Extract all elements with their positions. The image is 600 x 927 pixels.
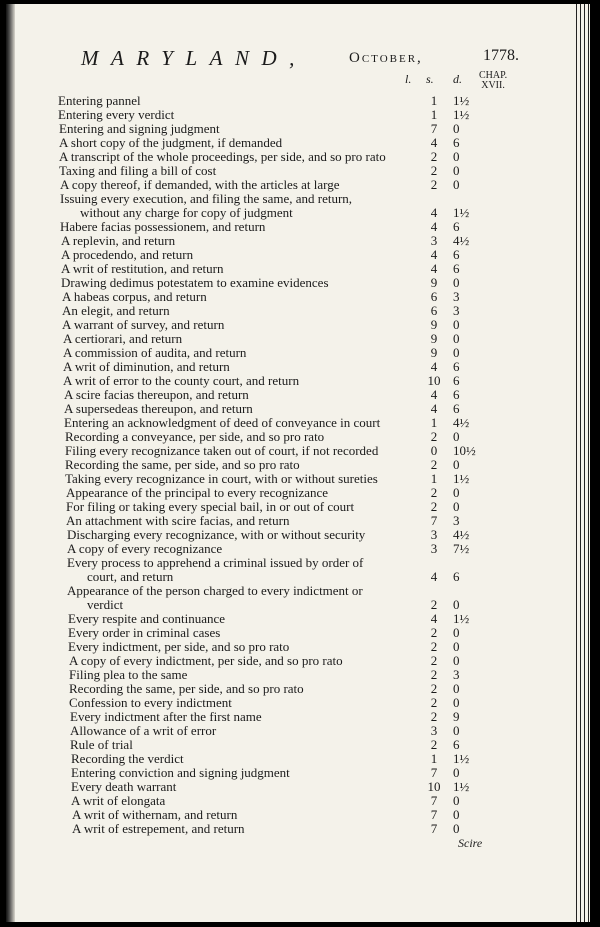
column-head-pence: d. xyxy=(453,72,462,86)
fee-entry xyxy=(6,318,566,332)
fee-amount-first: 2 xyxy=(430,737,438,752)
fee-entry xyxy=(6,360,566,374)
fee-entry xyxy=(6,486,566,500)
fee-description-text: Taking every recognizance in court, with or without sureties xyxy=(65,471,378,486)
fee-amount-first: 2 xyxy=(430,177,438,192)
fee-amount-second: 0 xyxy=(453,639,460,654)
fee-entry xyxy=(6,682,566,696)
fee-amount-first: 2 xyxy=(430,149,438,164)
fee-entry xyxy=(6,192,566,220)
fee-description-text: Recording the same, per side, and so pro rato xyxy=(65,457,300,472)
fee-amount-second: 0 xyxy=(453,653,460,668)
chapter-label: CHAP. xyxy=(479,70,508,81)
fee-amount-first: 1 xyxy=(430,471,438,486)
fee-description xyxy=(63,332,182,346)
fee-amount-first: 2 xyxy=(430,457,438,472)
fee-entry xyxy=(6,738,566,752)
fee-amount-first: 4 xyxy=(430,205,438,220)
fee-entry xyxy=(6,136,566,150)
fee-description xyxy=(65,458,300,472)
fee-amount-second: 0 xyxy=(453,485,460,500)
fee-amount-first: 4 xyxy=(430,359,438,374)
running-head-year: 1778. xyxy=(483,47,519,64)
fee-amount-first: 3 xyxy=(430,541,438,556)
fee-amount-second: 9 xyxy=(453,709,460,724)
fee-entry xyxy=(6,458,566,472)
fee-amount-first: 4 xyxy=(430,261,438,276)
fee-description xyxy=(67,556,363,584)
fee-amount-first: 1 xyxy=(430,107,438,122)
fee-description-text: Allowance of a writ of error xyxy=(70,723,217,738)
fee-description xyxy=(64,416,380,430)
fee-description-continued: without any charge for copy of judgment xyxy=(80,205,293,220)
fee-amount-second: 0 xyxy=(453,625,460,640)
fee-description-text: A certiorari, and return xyxy=(63,331,183,346)
fee-description xyxy=(67,542,222,556)
fee-amount-second: 4½ xyxy=(453,527,470,542)
fee-description xyxy=(62,290,207,304)
running-head-month: October, xyxy=(349,50,423,66)
fee-description-text: Filing every recognizance taken out of court, if not recorded xyxy=(65,443,379,458)
fee-description-text: Drawing dedimus potestatem to examine evidences xyxy=(61,275,329,290)
fee-amount-first: 3 xyxy=(430,723,438,738)
fee-description xyxy=(60,220,265,234)
fee-description xyxy=(71,794,165,808)
fee-description xyxy=(67,528,365,542)
fee-description-text: Entering an acknowledgment of deed of conveyance in court xyxy=(64,415,381,430)
fee-amount-second: 6 xyxy=(453,401,460,416)
fee-description xyxy=(61,262,223,276)
fee-description-text: A scire facias thereupon, and return xyxy=(64,387,249,402)
fee-description-text: A warrant of survey, and return xyxy=(62,317,225,332)
fee-amount-first: 9 xyxy=(430,331,438,346)
fee-description-text: An elegit, and return xyxy=(62,303,170,318)
fee-entry xyxy=(6,556,566,584)
fee-amount-first: 6 xyxy=(430,289,438,304)
fee-entry xyxy=(6,640,566,654)
fee-description xyxy=(59,122,220,136)
fee-amount-first: 2 xyxy=(430,681,438,696)
fee-amount-second: 6 xyxy=(453,359,460,374)
fee-description xyxy=(71,766,290,780)
fee-amount-first: 2 xyxy=(430,163,438,178)
fee-entry xyxy=(6,808,566,822)
fee-description-text: Entering every verdict xyxy=(58,107,175,122)
fee-description-text: A commission of audita, and return xyxy=(63,345,247,360)
fee-amount-second: 0 xyxy=(453,317,460,332)
fee-description xyxy=(61,248,193,262)
column-head-shillings: s. xyxy=(426,72,434,86)
fee-amount-first: 2 xyxy=(430,429,438,444)
fee-amount-first: 7 xyxy=(430,513,438,528)
fee-description-text: Entering pannel xyxy=(58,93,141,108)
fee-description xyxy=(58,108,174,122)
fee-amount-first: 2 xyxy=(430,485,438,500)
fee-amount-second: 1½ xyxy=(453,751,470,766)
fee-description-text: Entering conviction and signing judgment xyxy=(71,765,290,780)
fee-amount-first: 7 xyxy=(430,793,438,808)
fee-amount-second: 1½ xyxy=(453,205,470,220)
fee-description-text: Rule of trial xyxy=(70,737,133,752)
fee-description-text: Appearance of the principal to every recognizance xyxy=(66,485,329,500)
fee-amount-second: 6 xyxy=(453,737,460,752)
fee-amount-second: 6 xyxy=(453,569,460,584)
running-head-state: MARYLAND, xyxy=(81,46,307,70)
fee-description-text: Every indictment, per side, and so pro rato xyxy=(68,639,290,654)
fee-amount-first: 1 xyxy=(430,751,438,766)
fee-entry xyxy=(6,346,566,360)
fee-amount-second: 1½ xyxy=(453,107,470,122)
fee-description-text: Recording the same, per side, and so pro rato xyxy=(69,681,304,696)
fee-table xyxy=(6,94,566,836)
fee-description xyxy=(60,178,340,192)
fee-amount-first: 10 xyxy=(427,779,441,794)
fee-amount-second: 0 xyxy=(453,429,460,444)
fee-description-text: Appearance of the person charged to every indictment or xyxy=(67,583,363,598)
fee-description xyxy=(70,724,216,738)
fee-amount-first: 2 xyxy=(430,597,438,612)
fee-description-text: A copy of every recognizance xyxy=(67,541,223,556)
fee-entry xyxy=(6,514,566,528)
fee-amount-second: 6 xyxy=(453,219,460,234)
book-page xyxy=(6,4,590,922)
fee-description-text: Discharging every recognizance, with or without security xyxy=(67,527,366,542)
fee-description xyxy=(71,780,176,794)
fee-entry xyxy=(6,654,566,668)
fee-description xyxy=(59,150,386,164)
fee-description-continued: court, and return xyxy=(87,569,174,584)
fee-amount-second: 0 xyxy=(453,345,460,360)
fee-entry xyxy=(6,696,566,710)
fee-entry xyxy=(6,794,566,808)
fee-amount-first: 2 xyxy=(430,625,438,640)
fee-description-text: A writ of withernam, and return xyxy=(72,807,238,822)
fee-amount-first: 3 xyxy=(430,233,438,248)
fee-description-text: A habeas corpus, and return xyxy=(62,289,207,304)
fee-amount-first: 1 xyxy=(430,93,438,108)
fee-description-text: Every process to apprehend a criminal issued by order of xyxy=(67,555,364,570)
fee-amount-second: 0 xyxy=(453,457,460,472)
fee-description-text: A copy of every indictment, per side, and so pro rato xyxy=(69,653,343,668)
fee-amount-second: 0 xyxy=(453,163,460,178)
fee-description xyxy=(59,164,216,178)
fee-amount-first: 6 xyxy=(430,303,438,318)
running-head xyxy=(81,46,541,72)
fee-description-text: Entering and signing judgment xyxy=(59,121,220,136)
fee-entry xyxy=(6,766,566,780)
fee-amount-second: 6 xyxy=(453,261,460,276)
fee-description xyxy=(65,444,378,458)
fee-description xyxy=(66,486,328,500)
fee-description-text: A short copy of the judgment, if demanded xyxy=(59,135,283,150)
fee-amount-first: 2 xyxy=(430,695,438,710)
fee-amount-second: 3 xyxy=(453,289,460,304)
fee-description xyxy=(68,612,225,626)
fee-amount-first: 7 xyxy=(430,765,438,780)
fee-entry xyxy=(6,220,566,234)
fee-description xyxy=(64,402,253,416)
fee-description-text: Confession to every indictment xyxy=(69,695,232,710)
fee-amount-second: 7½ xyxy=(453,541,470,556)
fee-amount-first: 9 xyxy=(430,317,438,332)
fee-description xyxy=(61,276,329,290)
fee-description-text: A replevin, and return xyxy=(61,233,176,248)
fee-amount-second: 0 xyxy=(453,695,460,710)
fee-description-text: A transcript of the whole proceedings, per side, and so pro rato xyxy=(59,149,386,164)
chapter-number: XVII. xyxy=(481,80,505,91)
fee-amount-first: 2 xyxy=(430,667,438,682)
fee-description xyxy=(63,346,246,360)
fee-amount-second: 6 xyxy=(453,247,460,262)
fee-entry xyxy=(6,822,566,836)
fee-entry xyxy=(6,472,566,486)
fee-amount-second: 1½ xyxy=(453,471,470,486)
fee-entry xyxy=(6,528,566,542)
fee-description xyxy=(69,654,343,668)
fee-amount-second: 4½ xyxy=(453,233,470,248)
fee-description xyxy=(70,710,262,724)
fee-description-text: For filing or taking every special bail, in or out of court xyxy=(66,499,355,514)
fee-amount-first: 4 xyxy=(430,611,438,626)
fee-amount-first: 2 xyxy=(430,653,438,668)
fee-entry xyxy=(6,388,566,402)
fee-description-text: A copy thereof, if demanded, with the articles at large xyxy=(60,177,340,192)
fee-description xyxy=(69,696,232,710)
fee-amount-second: 0 xyxy=(453,807,460,822)
fee-amount-first: 2 xyxy=(430,639,438,654)
fee-description-text: A writ of estrepement, and return xyxy=(72,821,245,836)
fee-description xyxy=(61,234,175,248)
fee-description xyxy=(63,360,230,374)
fee-entry xyxy=(6,500,566,514)
fee-amount-second: 0 xyxy=(453,275,460,290)
fee-amount-first: 7 xyxy=(430,807,438,822)
fee-amount-first: 7 xyxy=(430,121,438,136)
fee-description xyxy=(66,514,289,528)
fee-description xyxy=(69,668,187,682)
fee-amount-second: 4½ xyxy=(453,415,470,430)
fee-entry xyxy=(6,444,566,458)
fee-amount-second: 1½ xyxy=(453,779,470,794)
fee-entry xyxy=(6,94,566,108)
page-edge xyxy=(573,4,590,922)
fee-description-text: Recording the verdict xyxy=(71,751,184,766)
fee-description-text: Habere facias possessionem, and return xyxy=(60,219,266,234)
fee-amount-second: 0 xyxy=(453,765,460,780)
fee-amount-second: 6 xyxy=(453,135,460,150)
fee-amount-first: 7 xyxy=(430,821,438,836)
fee-amount-second: 0 xyxy=(453,681,460,696)
fee-amount-second: 3 xyxy=(453,667,460,682)
catchword: Scire xyxy=(458,836,483,850)
fee-amount-second: 0 xyxy=(453,121,460,136)
fee-entry xyxy=(6,150,566,164)
fee-amount-second: 0 xyxy=(453,793,460,808)
fee-amount-second: 1½ xyxy=(453,611,470,626)
chapter-marker xyxy=(479,71,507,91)
fee-amount-second: 10½ xyxy=(453,443,476,458)
fee-description xyxy=(63,374,299,388)
fee-description-text: A writ of diminution, and return xyxy=(63,359,230,374)
fee-entry xyxy=(6,304,566,318)
fee-description-text: A procedendo, and return xyxy=(61,247,194,262)
column-head-pounds: l. xyxy=(405,72,412,86)
fee-entry xyxy=(6,374,566,388)
fee-description xyxy=(72,822,245,836)
fee-description xyxy=(71,752,184,766)
fee-description xyxy=(72,808,237,822)
fee-description-continued: verdict xyxy=(87,597,124,612)
fee-entry xyxy=(6,430,566,444)
fee-entry xyxy=(6,262,566,276)
fee-description xyxy=(58,94,141,108)
fee-entry xyxy=(6,416,566,430)
fee-amount-first: 2 xyxy=(430,499,438,514)
fee-description xyxy=(62,304,170,318)
fee-description xyxy=(68,640,289,654)
fee-description-text: Every respite and continuance xyxy=(68,611,226,626)
fee-description-text: A supersedeas thereupon, and return xyxy=(64,401,253,416)
fee-amount-first: 4 xyxy=(430,387,438,402)
fee-entry xyxy=(6,668,566,682)
fee-entry xyxy=(6,290,566,304)
fee-amount-second: 3 xyxy=(453,513,460,528)
fee-amount-first: 4 xyxy=(430,569,438,584)
fee-amount-second: 0 xyxy=(453,177,460,192)
fee-entry xyxy=(6,612,566,626)
fee-amount-first: 9 xyxy=(430,345,438,360)
fee-description-text: Issuing every execution, and filing the same, and return, xyxy=(60,191,353,206)
fee-entry xyxy=(6,164,566,178)
fee-entry xyxy=(6,122,566,136)
fee-amount-first: 4 xyxy=(430,219,438,234)
fee-entry xyxy=(6,626,566,640)
fee-amount-second: 0 xyxy=(453,821,460,836)
fee-description-text: A writ of error to the county court, and return xyxy=(63,373,300,388)
fee-description-text: Every indictment after the first name xyxy=(70,709,262,724)
fee-entry xyxy=(6,178,566,192)
fee-amount-first: 9 xyxy=(430,275,438,290)
fee-amount-second: 6 xyxy=(453,373,460,388)
fee-entry xyxy=(6,752,566,766)
fee-amount-second: 0 xyxy=(453,499,460,514)
fee-amount-second: 0 xyxy=(453,331,460,346)
fee-description xyxy=(65,430,324,444)
fee-entry xyxy=(6,108,566,122)
fee-description-text: Taxing and filing a bill of cost xyxy=(59,163,217,178)
fee-amount-first: 4 xyxy=(430,401,438,416)
fee-description xyxy=(67,584,363,612)
fee-entry xyxy=(6,332,566,346)
fee-description xyxy=(59,136,282,150)
fee-amount-second: 0 xyxy=(453,149,460,164)
fee-entry xyxy=(6,724,566,738)
fee-description xyxy=(66,500,354,514)
fee-amount-first: 2 xyxy=(430,709,438,724)
fee-description xyxy=(70,738,133,752)
fee-amount-second: 1½ xyxy=(453,93,470,108)
fee-description xyxy=(65,472,378,486)
fee-entry xyxy=(6,780,566,794)
fee-description xyxy=(60,192,352,220)
fee-entry xyxy=(6,710,566,724)
fee-amount-first: 10 xyxy=(427,373,441,388)
fee-description xyxy=(68,626,220,640)
fee-amount-second: 0 xyxy=(453,723,460,738)
fee-description xyxy=(69,682,304,696)
fee-entry xyxy=(6,542,566,556)
fee-entry xyxy=(6,402,566,416)
fee-description-text: A writ of elongata xyxy=(71,793,166,808)
fee-amount-first: 3 xyxy=(430,527,438,542)
fee-entry xyxy=(6,248,566,262)
fee-amount-first: 4 xyxy=(430,135,438,150)
fee-description-text: Filing plea to the same xyxy=(69,667,188,682)
fee-amount-first: 4 xyxy=(430,247,438,262)
fee-description xyxy=(64,388,249,402)
fee-description-text: Every order in criminal cases xyxy=(68,625,221,640)
fee-entry xyxy=(6,584,566,612)
fee-description-text: Recording a conveyance, per side, and so pro rato xyxy=(65,429,325,444)
fee-entry xyxy=(6,276,566,290)
fee-amount-second: 0 xyxy=(453,597,460,612)
fee-description-text: A writ of restitution, and return xyxy=(61,261,224,276)
fee-amount-first: 1 xyxy=(430,415,438,430)
fee-description-text: Every death warrant xyxy=(71,779,177,794)
fee-amount-second: 6 xyxy=(453,387,460,402)
fee-entry xyxy=(6,234,566,248)
fee-amount-second: 3 xyxy=(453,303,460,318)
fee-description xyxy=(62,318,224,332)
fee-amount-first: 0 xyxy=(430,443,438,458)
fee-description-text: An attachment with scire facias, and return xyxy=(66,513,290,528)
